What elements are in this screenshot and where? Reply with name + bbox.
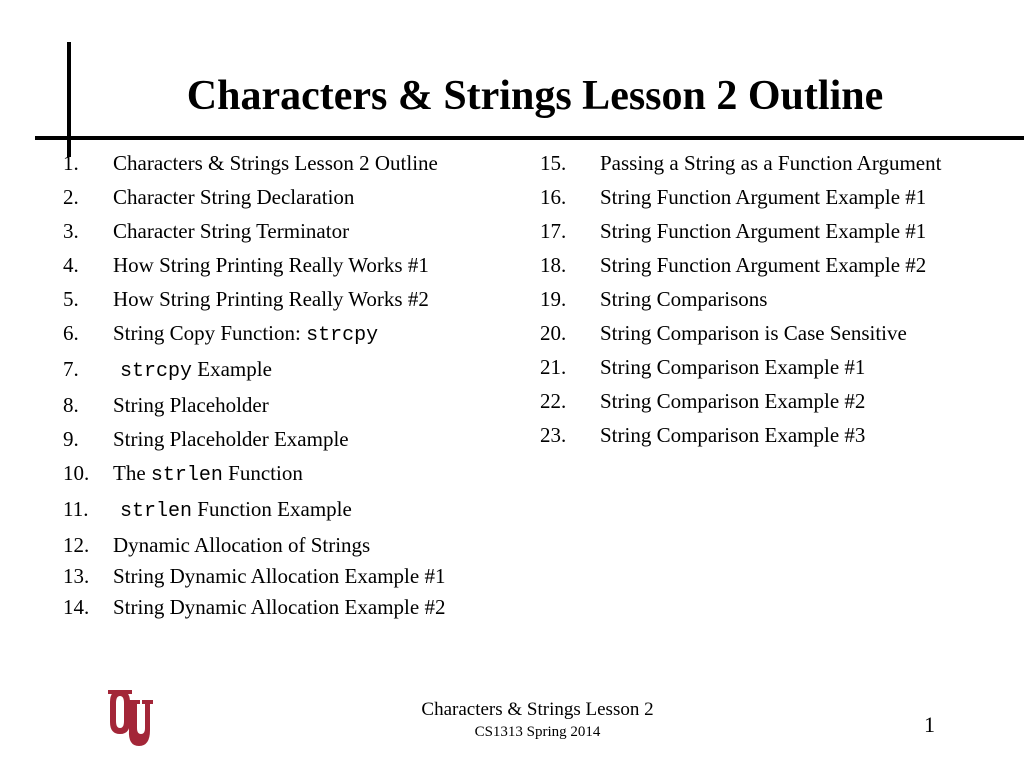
item-number: 7. [63,357,79,381]
item-number: 13. [63,564,90,588]
item-number: 4. [63,253,79,277]
item-number: 12. [63,533,90,557]
item-text: String Function Argument Example #1 [600,219,927,243]
item-text: Characters & Strings Lesson 2 Outline [113,151,438,175]
item-number: 14. [63,595,90,619]
item-text: The [113,461,151,485]
item-text: String Comparisons [600,287,768,311]
item-number: 6. [63,321,79,345]
footer-subtitle: CS1313 Spring 2014 [474,724,601,740]
outline-item [63,594,533,621]
outline-list-left [63,150,533,625]
outline-item [540,388,990,415]
outline-item [540,422,990,449]
item-text: String Placeholder Example [113,427,349,451]
item-text: Character String Terminator [113,219,350,243]
item-text: String Copy Function: [113,321,307,345]
outline-item [63,532,533,559]
item-text: Character String Declaration [113,185,355,209]
outline-item [63,563,533,590]
outline-item [63,286,533,313]
outline-item [540,286,990,313]
outline-item [63,252,533,279]
item-number: 11. [63,497,89,521]
outline-item [63,496,533,525]
item-text: String Function Argument Example #1 [600,185,927,209]
item-number: 15. [540,151,567,175]
item-text: Dynamic Allocation of Strings [113,533,371,557]
item-number: 22. [540,389,567,413]
outline-item [63,460,533,489]
item-number: 20. [540,321,567,345]
item-text: How String Printing Really Works #1 [113,253,429,277]
item-number: 17. [540,219,567,243]
outline-item [63,184,533,211]
ou-logo-graphic [108,688,154,750]
item-text: Function [222,461,303,485]
item-number: 16. [540,185,567,209]
item-text: String Comparison Example #2 [600,389,866,413]
item-text: String Placeholder [113,393,269,417]
item-number: 9. [63,427,79,451]
item-number: 1. [63,151,79,175]
item-text: String Comparison Example #1 [600,355,866,379]
item-text: How String Printing Really Works #2 [113,287,429,311]
item-number: 18. [540,253,567,277]
item-number: 5. [63,287,79,311]
outline-item [63,150,533,177]
slide-title: Characters & Strings Lesson 2 Outline [186,73,884,119]
item-number: 2. [63,185,79,209]
item-number: 8. [63,393,79,417]
item-text: String Comparison is Case Sensitive [600,321,907,345]
item-text: String Function Argument Example #2 [600,253,927,277]
decorative-horizontal-rule [35,136,1024,140]
item-number: 3. [63,219,79,243]
item-number: 19. [540,287,567,311]
outline-item [540,150,990,177]
outline-item [540,320,990,347]
outline-item [540,218,990,245]
item-number: 21. [540,355,567,379]
code-text: strcpy [120,360,193,383]
item-text: Function Example [192,497,352,521]
slide-footer [380,698,695,742]
item-text: String Dynamic Allocation Example #1 [113,564,446,588]
item-number: 10. [63,461,90,485]
outline-item [540,252,990,279]
ou-logo-icon [108,688,154,755]
code-text: strlen [120,500,193,523]
outline-item [63,392,533,419]
item-number: 23. [540,423,567,447]
outline-item [540,184,990,211]
item-text: Example [192,357,272,381]
item-text: Passing a String as a Function Argument [600,151,942,175]
outline-item [63,320,533,349]
outline-item [63,356,533,385]
outline-item [63,426,533,453]
outline-list-right [540,150,990,456]
code-text: strlen [150,464,223,487]
footer-title: Characters & Strings Lesson 2 [421,699,654,720]
outline-item [540,354,990,381]
outline-item [63,218,533,245]
item-text: String Comparison Example #3 [600,423,866,447]
item-text: String Dynamic Allocation Example #2 [113,595,446,619]
page-number: 1 [924,712,935,737]
code-text: strcpy [306,324,379,347]
